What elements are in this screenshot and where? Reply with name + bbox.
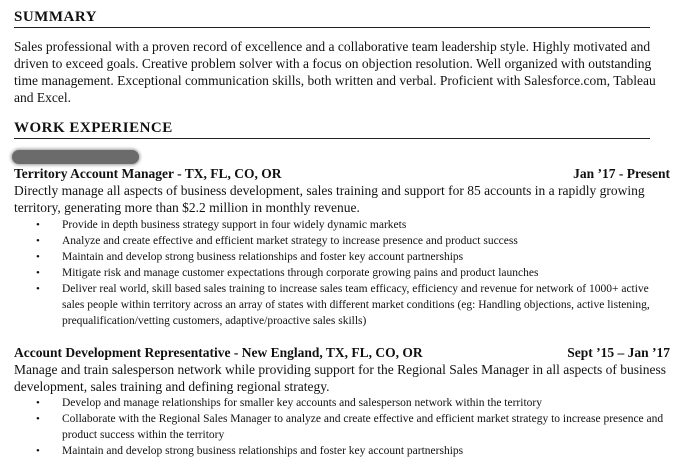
job-description: Directly manage all aspects of business development, sales training and support for 85 accounts in a rapidly growing territory, generating more than $2.2 million in monthly revenue. — [14, 183, 645, 215]
job-bullet-list — [0, 395, 680, 459]
list-item — [0, 281, 680, 329]
bullet-icon: • — [36, 235, 40, 247]
bullet-icon: • — [36, 267, 40, 279]
list-item — [0, 411, 680, 443]
job-header — [14, 344, 670, 361]
redacted-company-name — [12, 150, 139, 164]
bullet-text: Mitigate risk and manage customer expectations through corporate growing pains and product launches — [62, 267, 539, 279]
work-experience-heading: WORK EXPERIENCE — [14, 120, 650, 139]
job-bullet-list — [0, 217, 680, 329]
list-item — [0, 217, 680, 233]
bullet-icon: • — [36, 397, 40, 409]
bullet-icon: • — [36, 251, 40, 263]
bullet-icon: • — [36, 283, 40, 295]
bullet-text: Maintain and develop strong business relationships and foster key account partnerships — [62, 251, 464, 263]
bullet-text: Deliver real world, skill based sales training to increase sales team efficacy, efficiency and revenue for network of 1000+ active sales people within territory across an array of states with different market conditions (eg: Handling objections, active listening, prequalification/vetting customers, adaptive/proactive sales skills) — [62, 283, 650, 327]
job-title: Account Development Representative - New England, TX, FL, CO, OR — [14, 345, 423, 360]
bullet-text: Develop and manage relationships for smaller key accounts and salesperson network within the territory — [62, 397, 542, 409]
summary-heading: SUMMARY — [14, 9, 650, 28]
list-item — [0, 265, 680, 281]
bullet-text: Maintain and develop strong business relationships and foster key account partnerships — [62, 445, 464, 457]
bullet-text: Analyze and create effective and efficient market strategy to increase presence and product success — [62, 235, 518, 247]
job-dates: Jan ’17 - Present — [573, 166, 670, 181]
bullet-icon: • — [36, 413, 40, 425]
job-dates: Sept ’15 – Jan ’17 — [567, 345, 670, 360]
list-item — [0, 249, 680, 265]
bullet-text: Provide in depth business strategy support in four widely dynamic markets — [62, 219, 407, 231]
job-header — [14, 165, 670, 182]
list-item — [0, 395, 680, 411]
list-item — [0, 233, 680, 249]
list-item — [0, 443, 680, 459]
job-description: Manage and train salesperson network while providing support for the Regional Sales Manager in all aspects of business development, sales training and defining regional strategy. — [14, 362, 666, 394]
bullet-icon: • — [36, 445, 40, 457]
bullet-text: Collaborate with the Regional Sales Manager to analyze and create effective and efficient market strategy to increase presence and product success within the territory — [62, 413, 664, 441]
summary-text: Sales professional with a proven record of excellence and a collaborative team leadership style. Highly motivated and driven to exceed goals. Creative problem solver with a focus on objection resolution. Well organized with outstanding time management. Exceptional communication skills, both written and verbal. Proficient with Salesforce.com, Tableau and Excel. — [14, 39, 656, 105]
job-title: Territory Account Manager - TX, FL, CO, OR — [14, 166, 282, 181]
bullet-icon: • — [36, 219, 40, 231]
